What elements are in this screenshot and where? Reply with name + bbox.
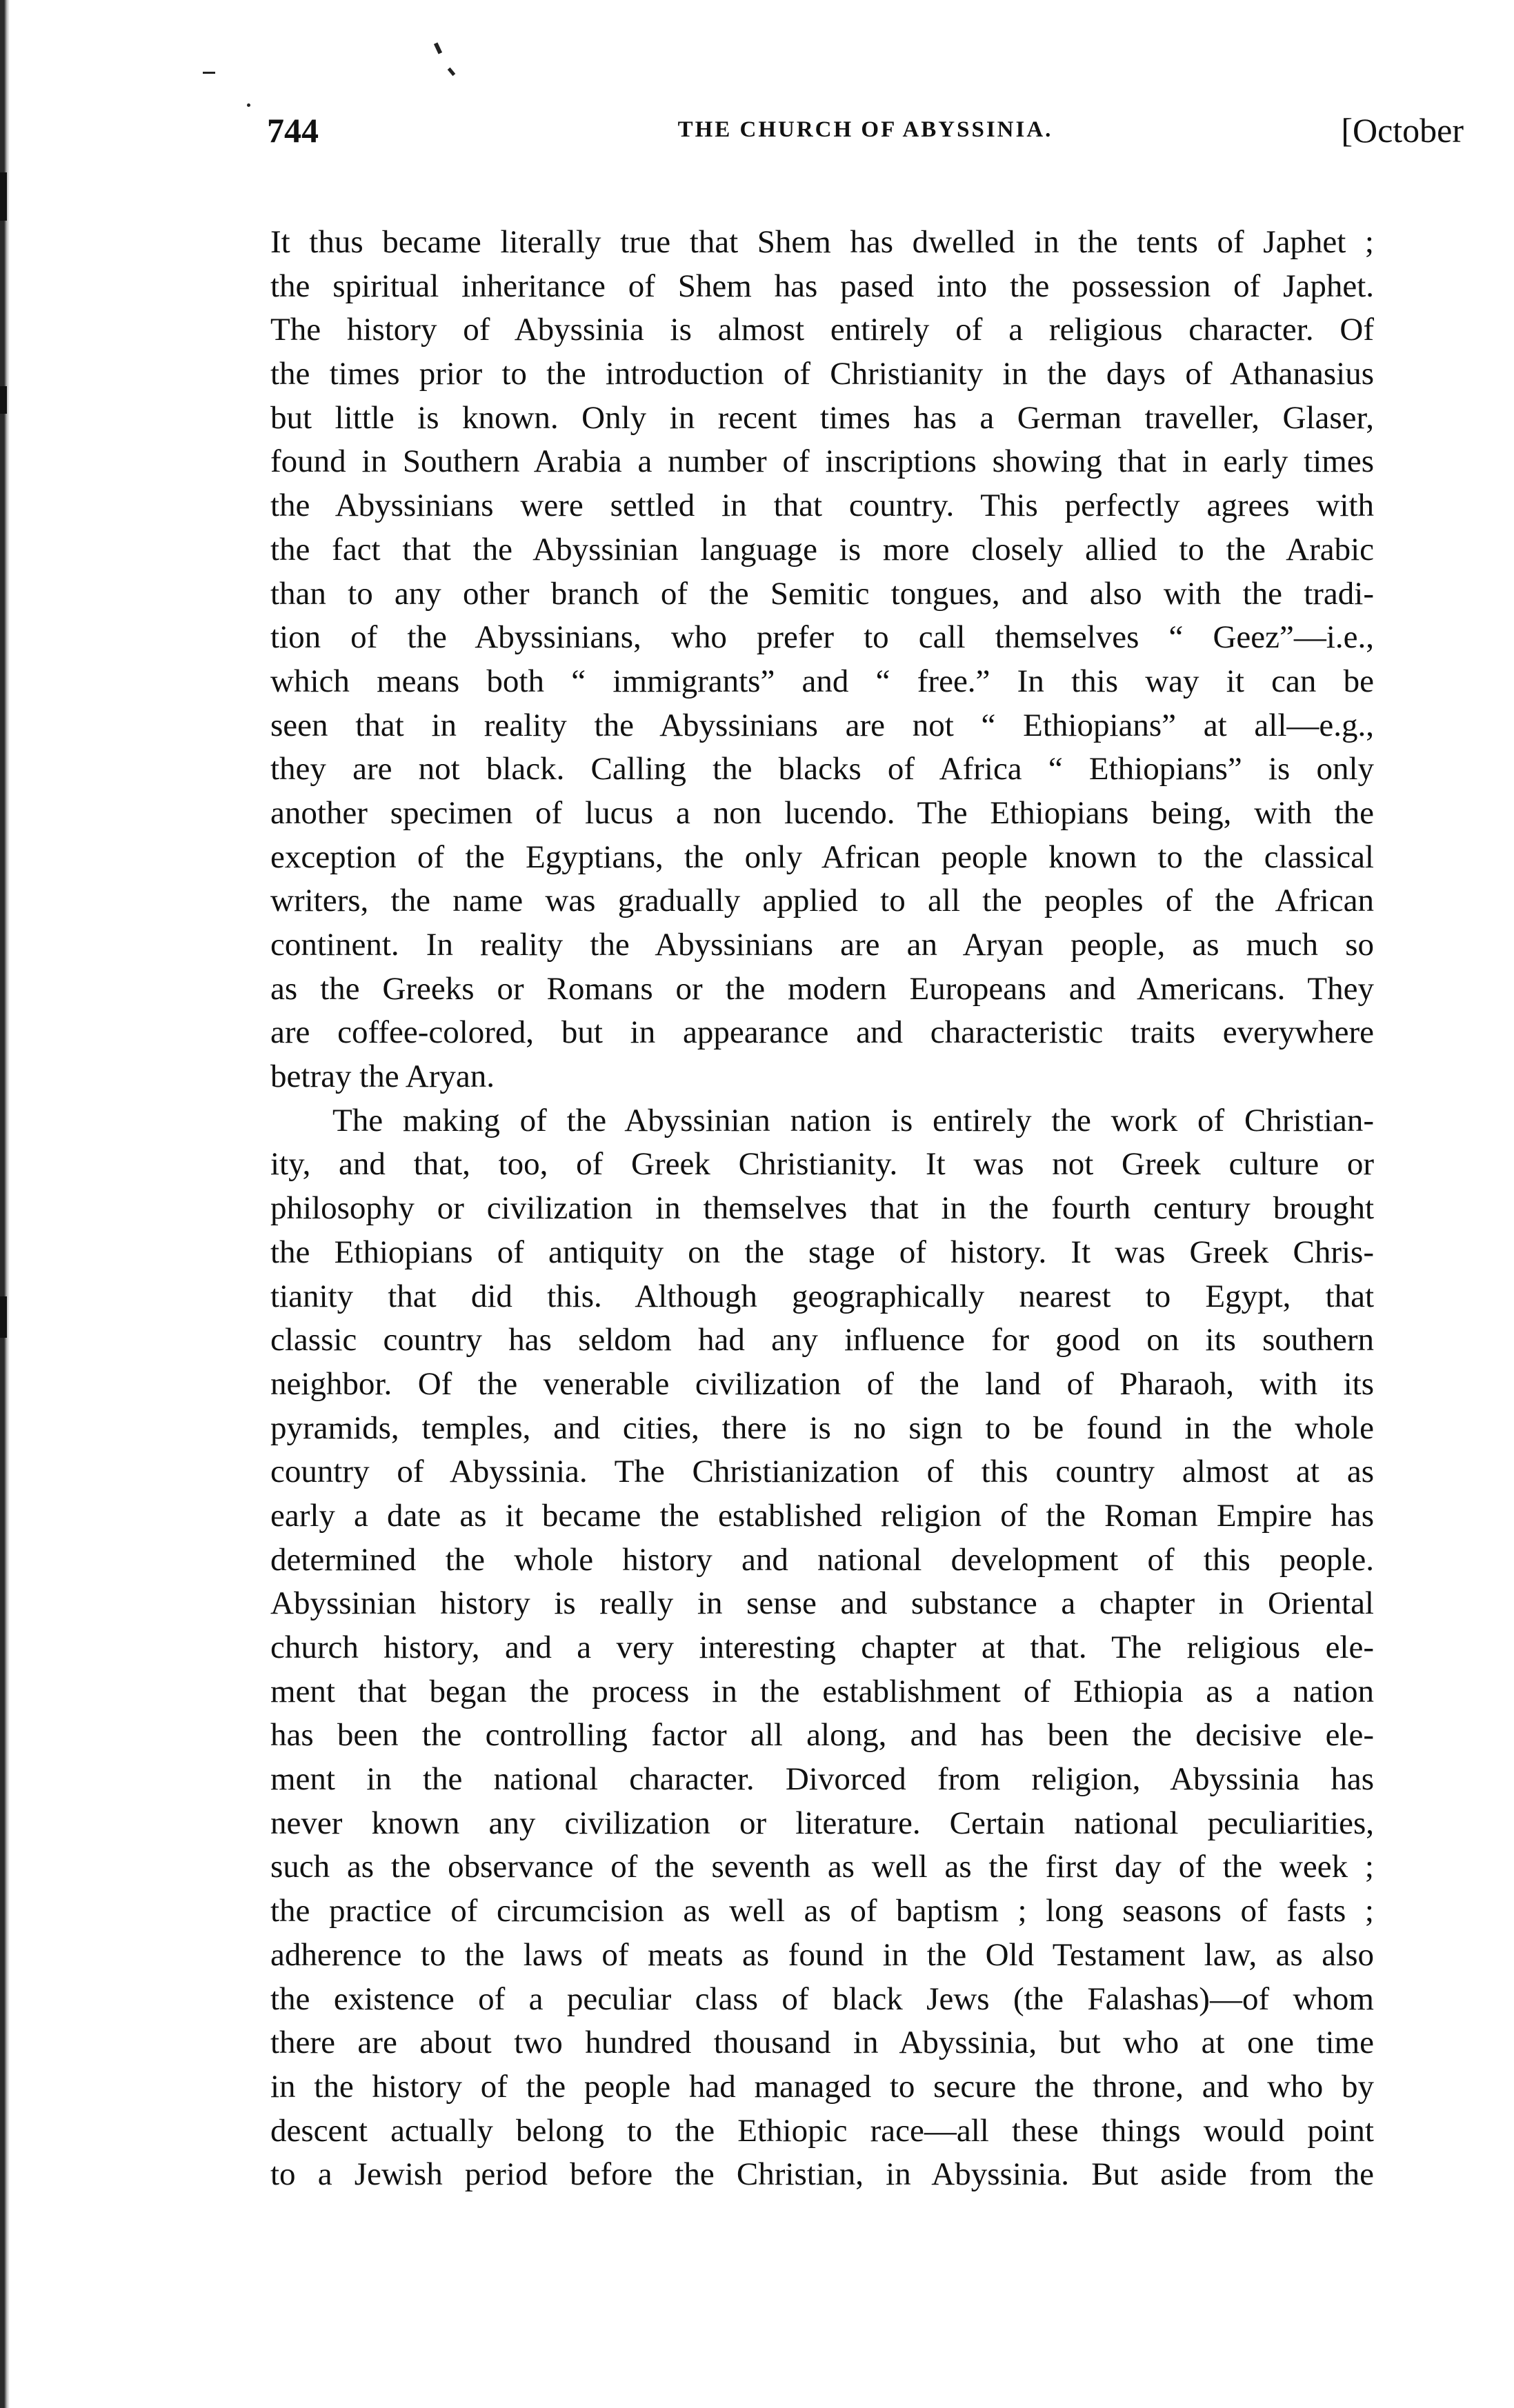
text-line: Abyssinian history is really in sense and substance a chapter in Oriental (270, 1585, 1374, 1622)
text-line: to a Jewish period before the Christian, in Abyssinia. But aside from the (270, 2156, 1374, 2193)
text-line: but little is known. Only in recent times has a German traveller, Glaser, (270, 399, 1374, 436)
text-line: another specimen of lucus a non lucendo. The Ethiopians being, with the (270, 794, 1374, 831)
text-line: found in Southern Arabia a number of inscriptions showing that in early times (270, 443, 1374, 480)
running-header (267, 110, 1464, 163)
text-line: the practice of circumcision as well as of baptism ; long seasons of fasts ; (270, 1893, 1374, 1929)
binding-mark (0, 172, 7, 221)
scan-speck (434, 42, 442, 54)
text-line: there are about two hundred thousand in Abyssinia, but who at one time (270, 2025, 1374, 2061)
text-line: The history of Abyssinia is almost entirely of a religious character. Of (270, 312, 1374, 348)
text-line: such as the observance of the seventh as well as the first day of the week ; (270, 1849, 1374, 1885)
paragraph (270, 221, 1374, 1099)
text-line: the Ethiopians of antiquity on the stage of history. It was Greek Chris- (270, 1234, 1374, 1270)
text-line: It thus became literally true that Shem has dwelled in the tents of Japhet ; (270, 224, 1374, 260)
text-line: the Abyssinians were settled in that country. This perfectly agrees with (270, 488, 1374, 524)
text-line: than to any other branch of the Semitic tongues, and also with the tradi- (270, 575, 1374, 612)
text-line: the spiritual inheritance of Shem has pased into the possession of Japhet. (270, 268, 1374, 304)
text-line: ity, and that, too, of Greek Christianity. It was not Greek culture or (270, 1146, 1374, 1183)
text-line: never known any civilization or literature. Certain national peculiarities, (270, 1805, 1374, 1841)
text-line: determined the whole history and national development of this people. (270, 1541, 1374, 1578)
binding-mark (0, 386, 7, 414)
text-line: continent. In reality the Abyssinians are an Aryan people, as much so (270, 927, 1374, 963)
text-line: tion of the Abyssinians, who prefer to call themselves “ Geez”—i.e., (270, 619, 1374, 656)
text-line: The making of the Abyssinian nation is entirely the work of Christian- (332, 1102, 1374, 1138)
body-text (270, 221, 1374, 2197)
text-line: philosophy or civilization in themselves that in the fourth century brought (270, 1190, 1374, 1227)
running-title: THE CHURCH OF ABYSSINIA. (677, 117, 1053, 142)
scan-speck (448, 68, 456, 76)
running-date: [October (1341, 111, 1464, 150)
text-line: has been the controlling factor all along, and has been the decisive ele- (270, 1717, 1374, 1754)
text-line: which means both “ immigrants” and “ free.” In this way it can be (270, 663, 1374, 699)
text-line: ment that began the process in the establishment of Ethiopia as a nation (270, 1673, 1374, 1709)
text-line: as the Greeks or Romans or the modern Europeans and Americans. They (270, 970, 1374, 1007)
text-line: early a date as it became the established religion of the Roman Empire has (270, 1497, 1374, 1534)
text-line: the existence of a peculiar class of black Jews (the Falashas)—of whom (270, 1980, 1374, 2017)
scan-speck (203, 72, 215, 74)
text-line: in the history of the people had managed to secure the throne, and who by (270, 2068, 1374, 2105)
text-line: the fact that the Abyssinian language is more closely allied to the Arabic (270, 531, 1374, 568)
text-line: neighbor. Of the venerable civilization of the land of Pharaoh, with its (270, 1365, 1374, 1402)
text-line: country of Abyssinia. The Christianization of this country almost at as (270, 1454, 1374, 1490)
text-line: tianity that did this. Although geographically nearest to Egypt, that (270, 1278, 1374, 1314)
page-number: 744 (267, 111, 319, 150)
text-line: exception of the Egyptians, the only African people known to the classical (270, 839, 1374, 875)
text-line: writers, the name was gradually applied to all the peoples of the African (270, 883, 1374, 919)
text-line: are coffee-colored, but in appearance and characteristic traits everywhere (270, 1014, 1374, 1051)
text-line: descent actually belong to the Ethiopic race—all these things would point (270, 2112, 1374, 2149)
text-line: ment in the national character. Divorced from religion, Abyssinia has (270, 1761, 1374, 1798)
text-line: the times prior to the introduction of Christianity in the days of Athanasius (270, 356, 1374, 392)
text-line: they are not black. Calling the blacks of Africa “ Ethiopians” is only (270, 751, 1374, 787)
scan-speck (247, 103, 250, 107)
text-line: pyramids, temples, and cities, there is no sign to be found in the whole (270, 1409, 1374, 1446)
binding-mark (0, 1296, 7, 1338)
text-line: adherence to the laws of meats as found in the Old Testament law, as also (270, 1936, 1374, 1973)
text-line: seen that in reality the Abyssinians are not “ Ethiopians” at all—e.g., (270, 707, 1374, 743)
text-line: betray the Aryan. (270, 1058, 495, 1095)
text-line: classic country has seldom had any influence for good on its southern (270, 1322, 1374, 1358)
text-line: church history, and a very interesting chapter at that. The religious ele- (270, 1629, 1374, 1665)
paragraph (270, 1099, 1374, 2197)
page-binding-edge (0, 0, 10, 2408)
